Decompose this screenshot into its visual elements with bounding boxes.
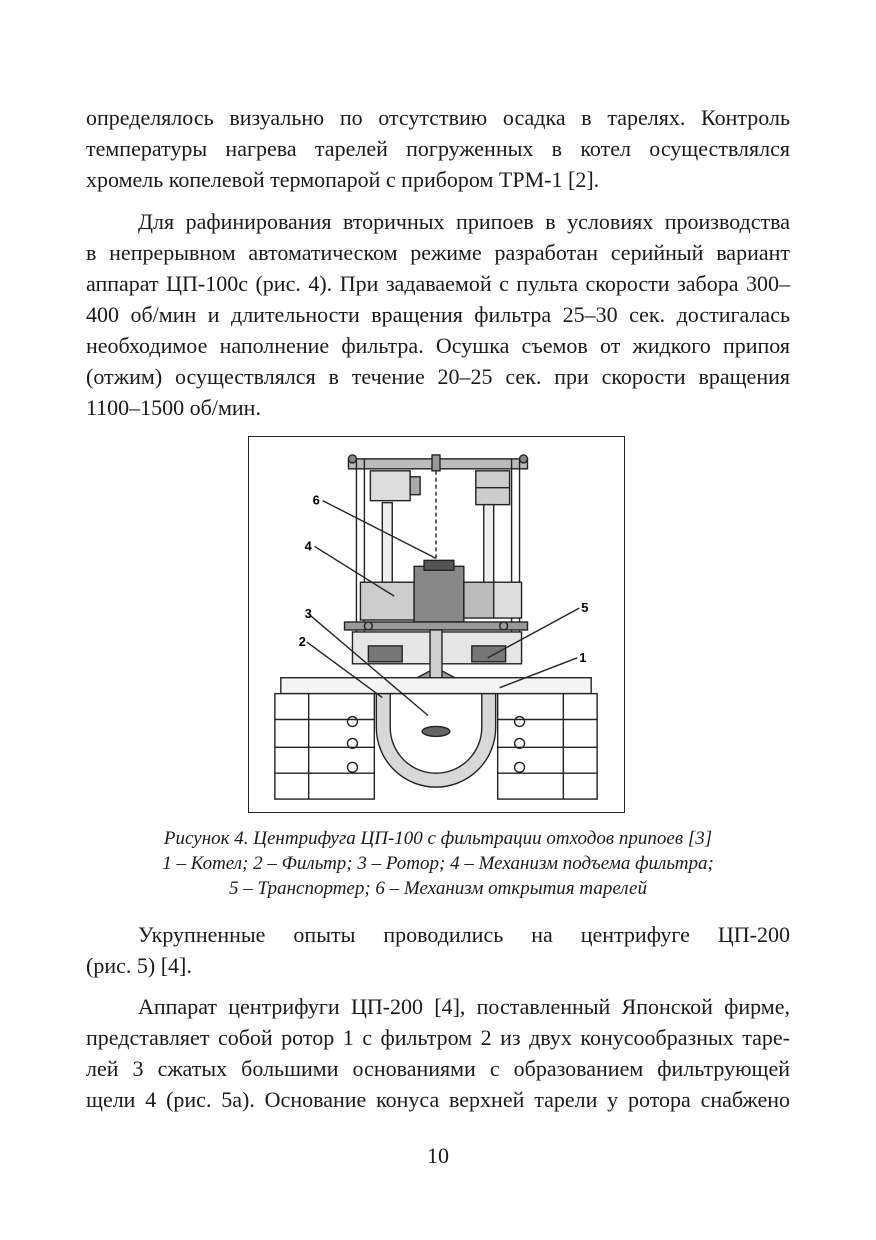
text-line: хромель копелевой термопарой с прибором ТРМ-1 [2]. — [86, 167, 600, 192]
callout-label: 2 — [298, 633, 306, 649]
paragraph-4 — [86, 991, 790, 1115]
text-line: Для рафинирования вторичных припоев в условиях производства — [138, 209, 790, 234]
text-line: в непрерывном автоматическом режиме разработан серийный вариант — [86, 240, 790, 265]
page-number: 10 — [427, 1143, 449, 1168]
text-line: 400 об/мин и длительности вращения фильтра 25–30 сек. достигалась — [86, 302, 790, 327]
figure-caption-legend: 5 – Транспортер; 6 – Механизм открытия тарелей — [229, 878, 647, 899]
centrifuge-drawing — [249, 437, 624, 812]
text-line: Укрупненные опыты проводились на центрифуге ЦП-200 — [138, 922, 790, 947]
text-line: определялось визуально по отсутствию осадка в тарелях. Контроль — [86, 105, 790, 130]
paragraph-2 — [86, 206, 790, 423]
text-line: щели 4 (рис. 5а). Основание конуса верхней тарели у ротора снабжено — [86, 1087, 790, 1112]
text-line: аппарат ЦП-100с (рис. 4). При задаваемой с пульта скорости забора 300– — [86, 271, 790, 296]
paragraph-1 — [86, 102, 790, 195]
figure-caption-title: Рисунок 4. Центрифуга ЦП-100 с фильтрации отходов припоев [3] — [163, 828, 713, 849]
figure-caption-legend: 1 – Котел; 2 – Фильтр; 3 – Ротор; 4 – Механизм подъема фильтра; — [162, 853, 714, 874]
text-line: 1100–1500 об/мин. — [86, 395, 261, 420]
text-line: лей 3 сжатых большими основаниями с образованием фильтрующей — [86, 1056, 790, 1081]
paragraph-3 — [86, 919, 790, 981]
callout-label: 3 — [304, 606, 312, 622]
callout-label: 1 — [579, 649, 587, 665]
callout-label: 4 — [304, 538, 312, 554]
callout-label: 5 — [581, 600, 589, 616]
text-line: температуры нагрева тарелей погруженных в котел осуществлялся — [86, 136, 790, 161]
centrifuge-figure — [248, 436, 625, 813]
callout-label: 6 — [312, 492, 320, 508]
text-line: (рис. 5) [4]. — [86, 953, 192, 978]
text-line: представляет собой ротор 1 с фильтром 2 из двух конусообразных таре- — [86, 1025, 790, 1050]
text-line: необходимое наполнение фильтра. Осушка съемов от жидкого припоя — [86, 333, 790, 358]
text-line: (отжим) осуществлялся в течение 20–25 сек. при скорости вращения — [86, 364, 790, 389]
text-line: Аппарат центрифуги ЦП-200 [4], поставленный Японской фирме, — [138, 994, 790, 1019]
